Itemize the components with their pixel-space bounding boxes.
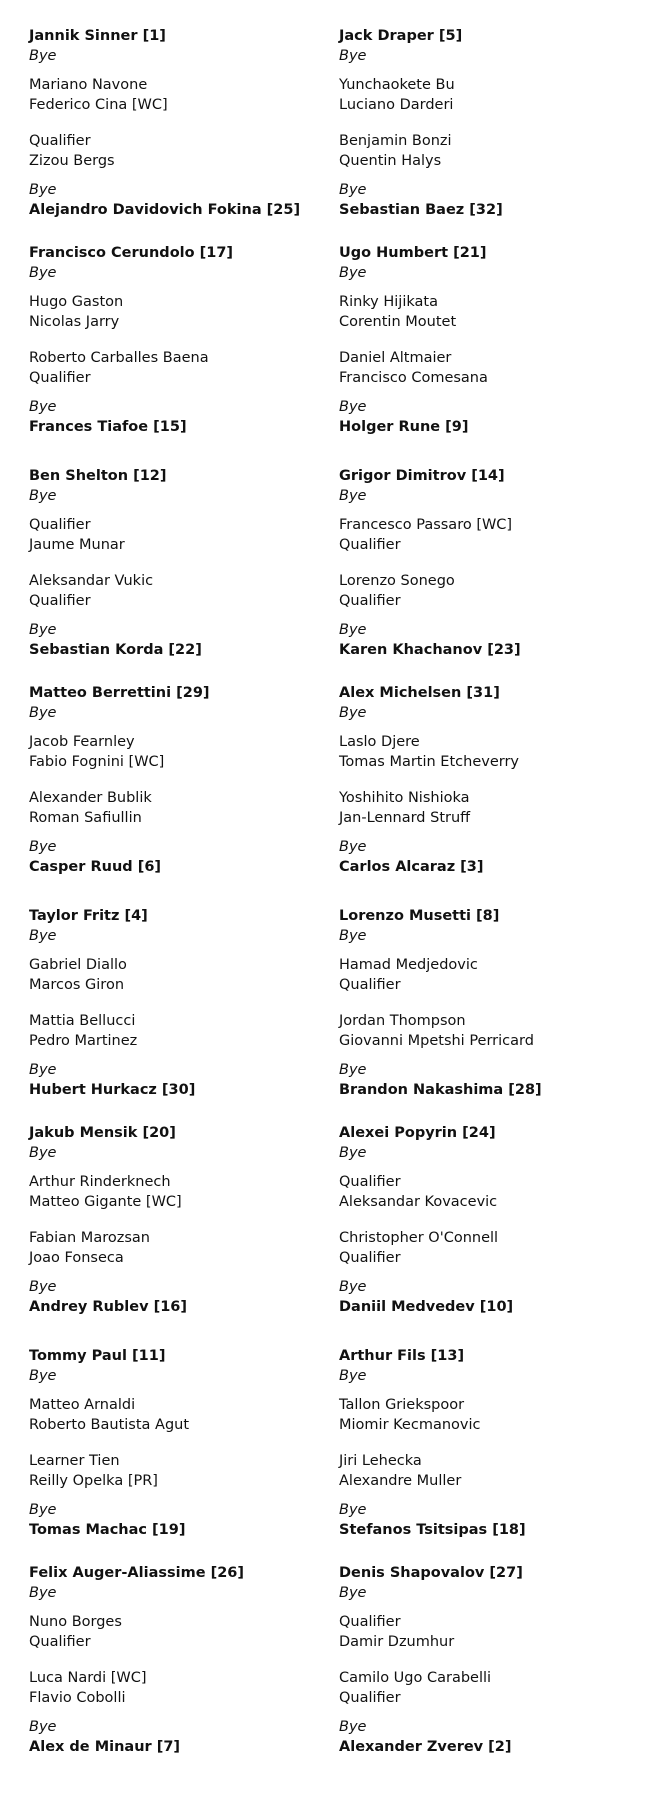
first-round-match: [29, 1395, 339, 1435]
player-name: Tomas Martin Etcheverry: [339, 754, 519, 770]
bye-label: Bye: [339, 705, 367, 721]
draw-section: [29, 1346, 339, 1540]
bye-label: Bye: [29, 265, 57, 281]
player-name: Daniel Altmaier: [339, 350, 452, 366]
player-name: Reilly Opelka [PR]: [29, 1473, 158, 1489]
first-round-match: [339, 1451, 655, 1491]
seeded-player-top: Jannik Sinner [1]: [29, 28, 166, 44]
seeded-player-bottom: Alexander Zverev [2]: [339, 1739, 512, 1755]
player-name: Corentin Moutet: [339, 314, 457, 330]
bye-label: Bye: [29, 622, 57, 638]
seeded-player-top: Alex Michelsen [31]: [339, 685, 500, 701]
player-name: Arthur Rinderknech: [29, 1174, 171, 1190]
player-name: Mattia Bellucci: [29, 1013, 136, 1029]
player-name: Yunchaokete Bu: [339, 77, 455, 93]
player-name: Jan-Lennard Struff: [339, 810, 471, 826]
first-round-match: [29, 75, 339, 115]
match-spacer: [339, 555, 655, 571]
player-name: Federico Cina [WC]: [29, 97, 168, 113]
seeded-player-bottom: Andrey Rublev [16]: [29, 1299, 188, 1315]
player-name: Qualifier: [339, 977, 401, 993]
bye-label: Bye: [339, 1368, 367, 1384]
draw-section: [339, 243, 655, 437]
bye-label: Bye: [29, 1502, 57, 1518]
player-name: Qualifier: [339, 1250, 401, 1266]
player-name: Joao Fonseca: [29, 1250, 124, 1266]
player-name: Mariano Navone: [29, 77, 148, 93]
player-name: Rinky Hijikata: [339, 294, 438, 310]
player-name: Laslo Djere: [339, 734, 420, 750]
draw-section: [339, 683, 655, 877]
match-spacer: [339, 332, 655, 348]
player-name: Hugo Gaston: [29, 294, 124, 310]
draw-section: [339, 26, 655, 220]
player-name: Jaume Munar: [29, 537, 125, 553]
player-name: Jordan Thompson: [339, 1013, 466, 1029]
seeded-player-top: Ugo Humbert [21]: [339, 245, 487, 261]
seeded-player-top: Jack Draper [5]: [339, 28, 463, 44]
bye-label: Bye: [29, 1368, 57, 1384]
player-name: Qualifier: [339, 593, 401, 609]
draw-section: [339, 1346, 655, 1540]
match-spacer: [339, 1435, 655, 1451]
first-round-match: [339, 131, 655, 171]
bye-label: Bye: [29, 1585, 57, 1601]
bye-label: Bye: [339, 48, 367, 64]
player-name: Qualifier: [29, 370, 91, 386]
player-name: Quentin Halys: [339, 153, 442, 169]
bye-label: Bye: [29, 399, 57, 415]
seeded-player-bottom: Alejandro Davidovich Fokina [25]: [29, 202, 301, 218]
player-name: Roberto Carballes Baena: [29, 350, 209, 366]
player-name: Aleksandar Kovacevic: [339, 1194, 498, 1210]
seeded-player-top: Felix Auger-Aliassime [26]: [29, 1565, 245, 1581]
player-name: Marcos Giron: [29, 977, 125, 993]
first-round-match: [29, 1172, 339, 1212]
seeded-player-top: Arthur Fils [13]: [339, 1348, 465, 1364]
player-name: Miomir Kecmanovic: [339, 1417, 481, 1433]
bye-label: Bye: [339, 1062, 367, 1078]
player-name: Learner Tien: [29, 1453, 120, 1469]
first-round-match: [29, 292, 339, 332]
player-name: Nuno Borges: [29, 1614, 122, 1630]
match-spacer: [339, 1212, 655, 1228]
player-name: Qualifier: [29, 593, 91, 609]
seeded-player-top: Ben Shelton [12]: [29, 468, 167, 484]
seeded-player-top: Francisco Cerundolo [17]: [29, 245, 234, 261]
player-name: Qualifier: [29, 133, 91, 149]
player-name: Roberto Bautista Agut: [29, 1417, 190, 1433]
seeded-player-top: Grigor Dimitrov [14]: [339, 468, 505, 484]
first-round-match: [29, 1612, 339, 1652]
player-name: Flavio Cobolli: [29, 1690, 126, 1706]
match-spacer: [29, 332, 339, 348]
seeded-player-top: Tommy Paul [11]: [29, 1348, 166, 1364]
first-round-match: [339, 1011, 655, 1051]
bye-label: Bye: [29, 839, 57, 855]
player-name: Francisco Comesana: [339, 370, 488, 386]
draw-section: [339, 466, 655, 660]
seeded-player-top: Lorenzo Musetti [8]: [339, 908, 500, 924]
bye-label: Bye: [339, 622, 367, 638]
first-round-match: [29, 788, 339, 828]
match-spacer: [339, 1652, 655, 1668]
first-round-match: [339, 348, 655, 388]
match-spacer: [29, 995, 339, 1011]
player-name: Gabriel Diallo: [29, 957, 127, 973]
first-round-match: [339, 1228, 655, 1268]
draw-column-right: [339, 26, 655, 1820]
seeded-player-bottom: Daniil Medvedev [10]: [339, 1299, 514, 1315]
first-round-match: [29, 348, 339, 388]
player-name: Alexandre Muller: [339, 1473, 462, 1489]
bye-label: Bye: [339, 839, 367, 855]
seeded-player-bottom: Carlos Alcaraz [3]: [339, 859, 484, 875]
first-round-match: [29, 1451, 339, 1491]
first-round-match: [339, 955, 655, 995]
player-name: Aleksandar Vukic: [29, 573, 154, 589]
draw-section: [29, 1123, 339, 1317]
player-name: Giovanni Mpetshi Perricard: [339, 1033, 534, 1049]
player-name: Luca Nardi [WC]: [29, 1670, 147, 1686]
bye-label: Bye: [29, 1062, 57, 1078]
first-round-match: [339, 75, 655, 115]
first-round-match: [29, 1228, 339, 1268]
player-name: Qualifier: [339, 1614, 401, 1630]
bye-label: Bye: [29, 1719, 57, 1735]
seeded-player-bottom: Sebastian Korda [22]: [29, 642, 202, 658]
first-round-match: [29, 732, 339, 772]
player-name: Pedro Martinez: [29, 1033, 138, 1049]
first-round-match: [339, 1395, 655, 1435]
seeded-player-top: Taylor Fritz [4]: [29, 908, 148, 924]
first-round-match: [29, 515, 339, 555]
draw-section: [339, 906, 655, 1100]
player-name: Luciano Darderi: [339, 97, 454, 113]
first-round-match: [29, 131, 339, 171]
player-name: Jacob Fearnley: [29, 734, 135, 750]
player-name: Damir Dzumhur: [339, 1634, 455, 1650]
seeded-player-bottom: Alex de Minaur [7]: [29, 1739, 181, 1755]
draw-section: [29, 26, 339, 220]
match-spacer: [29, 1652, 339, 1668]
draw-section: [29, 1563, 339, 1757]
player-name: Roman Safiullin: [29, 810, 142, 826]
draw-section: [29, 683, 339, 877]
bye-label: Bye: [339, 182, 367, 198]
bye-label: Bye: [29, 928, 57, 944]
player-name: Matteo Arnaldi: [29, 1397, 136, 1413]
player-name: Benjamin Bonzi: [339, 133, 452, 149]
player-name: Jiri Lehecka: [339, 1453, 422, 1469]
bye-label: Bye: [29, 182, 57, 198]
bye-label: Bye: [339, 1145, 367, 1161]
player-name: Camilo Ugo Carabelli: [339, 1670, 492, 1686]
seeded-player-bottom: Tomas Machac [19]: [29, 1522, 186, 1538]
bye-label: Bye: [339, 399, 367, 415]
player-name: Lorenzo Sonego: [339, 573, 455, 589]
player-name: Nicolas Jarry: [29, 314, 120, 330]
player-name: Hamad Medjedovic: [339, 957, 478, 973]
player-name: Fabio Fognini [WC]: [29, 754, 165, 770]
player-name: Francesco Passaro [WC]: [339, 517, 513, 533]
bye-label: Bye: [29, 1279, 57, 1295]
player-name: Yoshihito Nishioka: [339, 790, 470, 806]
player-name: Qualifier: [339, 1690, 401, 1706]
seeded-player-bottom: Frances Tiafoe [15]: [29, 419, 187, 435]
seeded-player-top: Matteo Berrettini [29]: [29, 685, 210, 701]
draw-column-left: [29, 26, 339, 1820]
first-round-match: [29, 1668, 339, 1708]
match-spacer: [29, 772, 339, 788]
player-name: Qualifier: [29, 517, 91, 533]
bye-label: Bye: [339, 928, 367, 944]
seeded-player-bottom: Stefanos Tsitsipas [18]: [339, 1522, 526, 1538]
seeded-player-bottom: Brandon Nakashima [28]: [339, 1082, 542, 1098]
first-round-match: [339, 732, 655, 772]
seeded-player-top: Alexei Popyrin [24]: [339, 1125, 496, 1141]
seeded-player-bottom: Hubert Hurkacz [30]: [29, 1082, 196, 1098]
bye-label: Bye: [29, 705, 57, 721]
first-round-match: [339, 515, 655, 555]
bye-label: Bye: [339, 1585, 367, 1601]
bye-label: Bye: [339, 1279, 367, 1295]
seeded-player-top: Denis Shapovalov [27]: [339, 1565, 523, 1581]
first-round-match: [339, 292, 655, 332]
first-round-match: [29, 571, 339, 611]
draw-section: [29, 243, 339, 437]
first-round-match: [339, 571, 655, 611]
bye-label: Bye: [339, 488, 367, 504]
match-spacer: [339, 995, 655, 1011]
bye-label: Bye: [339, 265, 367, 281]
match-spacer: [339, 772, 655, 788]
seeded-player-bottom: Sebastian Baez [32]: [339, 202, 503, 218]
player-name: Qualifier: [29, 1634, 91, 1650]
first-round-match: [339, 788, 655, 828]
first-round-match: [339, 1612, 655, 1652]
seeded-player-bottom: Holger Rune [9]: [339, 419, 469, 435]
match-spacer: [29, 1212, 339, 1228]
seeded-player-top: Jakub Mensik [20]: [29, 1125, 176, 1141]
match-spacer: [29, 1435, 339, 1451]
player-name: Qualifier: [339, 537, 401, 553]
seeded-player-bottom: Casper Ruud [6]: [29, 859, 162, 875]
player-name: Alexander Bublik: [29, 790, 152, 806]
draw-section: [339, 1123, 655, 1317]
player-name: Christopher O'Connell: [339, 1230, 499, 1246]
player-name: Fabian Marozsan: [29, 1230, 150, 1246]
draw-section: [29, 906, 339, 1100]
player-name: Tallon Griekspoor: [339, 1397, 465, 1413]
player-name: Matteo Gigante [WC]: [29, 1194, 182, 1210]
draw-section: [29, 466, 339, 660]
first-round-match: [339, 1668, 655, 1708]
draw-section: [339, 1563, 655, 1757]
first-round-match: [29, 1011, 339, 1051]
bye-label: Bye: [29, 1145, 57, 1161]
first-round-match: [29, 955, 339, 995]
first-round-match: [339, 1172, 655, 1212]
player-name: Zizou Bergs: [29, 153, 115, 169]
bye-label: Bye: [29, 488, 57, 504]
player-name: Qualifier: [339, 1174, 401, 1190]
seeded-player-bottom: Karen Khachanov [23]: [339, 642, 521, 658]
bye-label: Bye: [339, 1719, 367, 1735]
match-spacer: [29, 555, 339, 571]
match-spacer: [339, 115, 655, 131]
bye-label: Bye: [29, 48, 57, 64]
match-spacer: [29, 115, 339, 131]
bye-label: Bye: [339, 1502, 367, 1518]
